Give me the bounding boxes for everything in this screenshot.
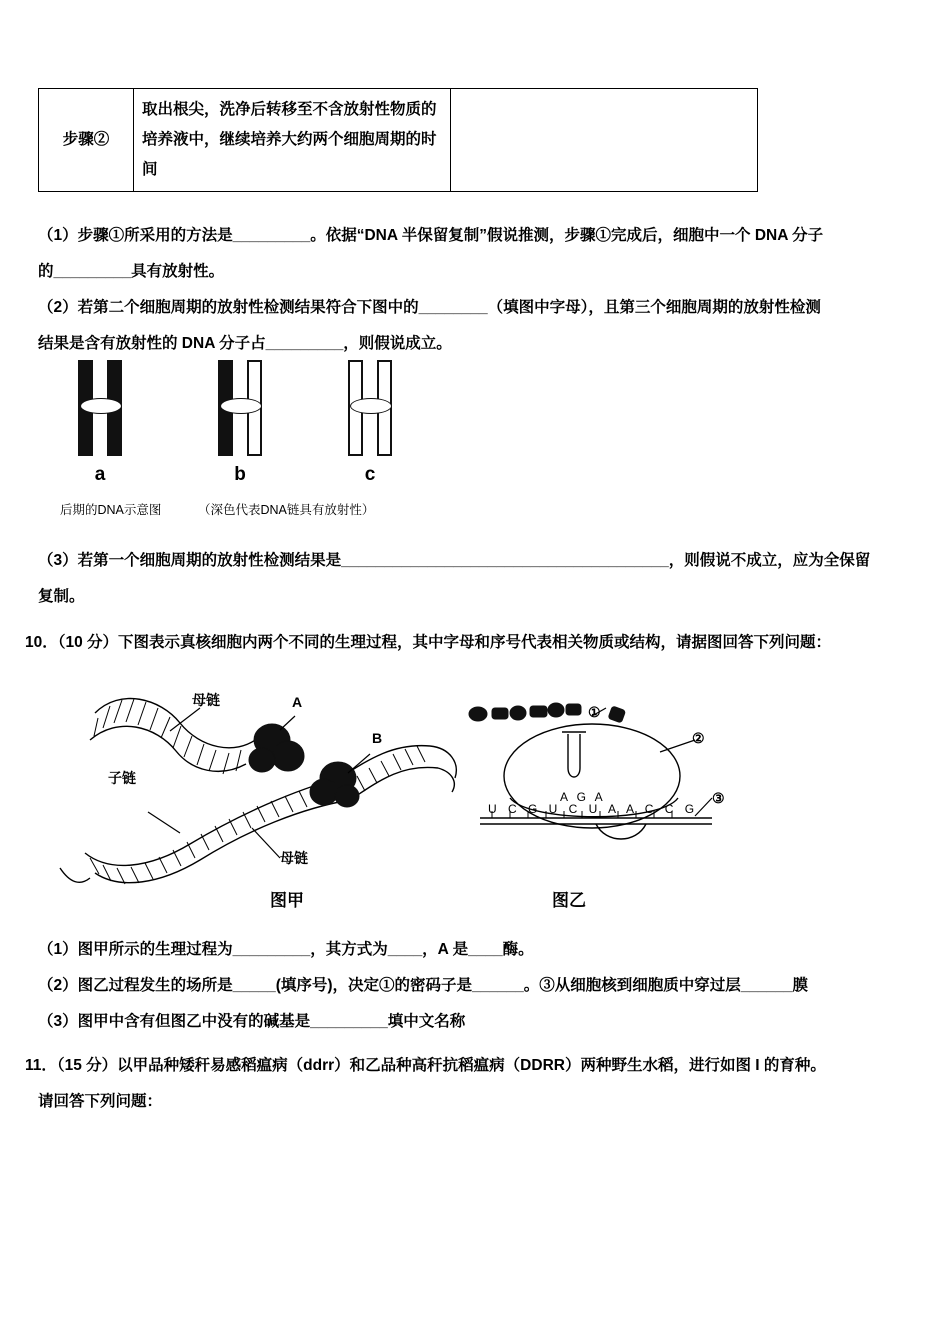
centromere-icon	[350, 398, 392, 414]
chromosome-a-label: a	[94, 464, 106, 485]
label-marker-1: ①	[588, 704, 601, 720]
mrna-bases: U C G U C U A A C C G	[488, 802, 699, 816]
label-B: B	[372, 730, 383, 746]
q9-part2-line2: 结果是含有放射性的 DNA 分子占_________，则假说成立。	[38, 335, 452, 352]
figure-title-yi: 图乙	[552, 891, 586, 910]
centromere-icon	[220, 398, 262, 414]
chromosome-diagram	[60, 360, 480, 520]
table-cell-description: 取出根尖，洗净后转移至不含放射性物质的培养液中，继续培养大约两个细胞周期的时间	[134, 89, 451, 192]
table-row	[39, 89, 758, 192]
label-mother-strand-top: 母链	[192, 692, 220, 708]
q9-part1-line2: 的_________具有放射性。	[38, 263, 225, 280]
figure-title-jia: 图甲	[270, 891, 304, 910]
q10-stem: 10．（10 分）下图表示真核细胞内两个不同的生理过程，其中字母和序号代表相关物质或结构，请据图回答下列问题：	[25, 634, 832, 651]
q11-part1: 请回答下列问题：	[38, 1093, 163, 1110]
biology-diagram-svg	[40, 668, 740, 918]
label-A: A	[292, 694, 303, 710]
polypeptide-chain	[469, 703, 626, 723]
enzyme-blob-A	[249, 724, 304, 772]
q9-part2-line1: （2）若第二个细胞周期的放射性检测结果符合下图中的________（填图中字母），且第三个细胞周期的放射性检测	[38, 299, 821, 316]
q9-part3-line2: 复制。	[38, 588, 85, 605]
q9-part1-line1: （1）步骤①所采用的方法是_________。依据“DNA 半保留复制”假说推测，步骤①完成后，细胞中一个 DNA 分子	[38, 227, 824, 244]
chromosome-figure-caption-right: （深色代表DNA链具有放射性）	[198, 503, 375, 517]
chromosome-figure-caption-left: 后期的DNA示意图	[60, 503, 162, 517]
enzyme-blob-B	[310, 762, 359, 807]
q10-part1: （1）图甲所示的生理过程为_________，其方式为____，A 是____酶。	[38, 941, 534, 958]
steps-table	[38, 88, 758, 192]
q9-part3-line1: （3）若第一个细胞周期的放射性检测结果是______________________________________，则假说不成立，应为全保留	[38, 552, 871, 569]
label-daughter-strand: 子链	[108, 770, 136, 786]
label-mother-strand-bottom: 母链	[280, 850, 308, 866]
label-marker-3: ③	[712, 790, 725, 806]
chromosome-c	[342, 360, 398, 456]
centromere-icon	[80, 398, 122, 414]
chromosome-b	[212, 360, 268, 456]
label-marker-2: ②	[692, 730, 705, 746]
table-cell-step: 步骤②	[39, 89, 134, 192]
trna-anticodon-bases: A G A	[560, 790, 606, 804]
chromosome-a	[72, 360, 128, 456]
chromosome-c-label: c	[364, 464, 376, 485]
q10-part3: （3）图甲中含有但图乙中没有的碱基是_________填中文名称	[38, 1013, 466, 1030]
table-cell-result	[451, 89, 758, 192]
chromosome-b-label: b	[234, 464, 246, 485]
q10-part2: （2）图乙过程发生的场所是_____(填序号)，决定①的密码子是______。③从细胞核到细胞质中穿过层______膜	[38, 977, 808, 994]
biology-diagram	[40, 668, 740, 918]
q11-stem: 11．（15 分）以甲品种矮秆易感稻瘟病（ddrr）和乙品种高秆抗稻瘟病（DDRR）两种野生水稻，进行如图 I 的育种。	[25, 1057, 826, 1074]
